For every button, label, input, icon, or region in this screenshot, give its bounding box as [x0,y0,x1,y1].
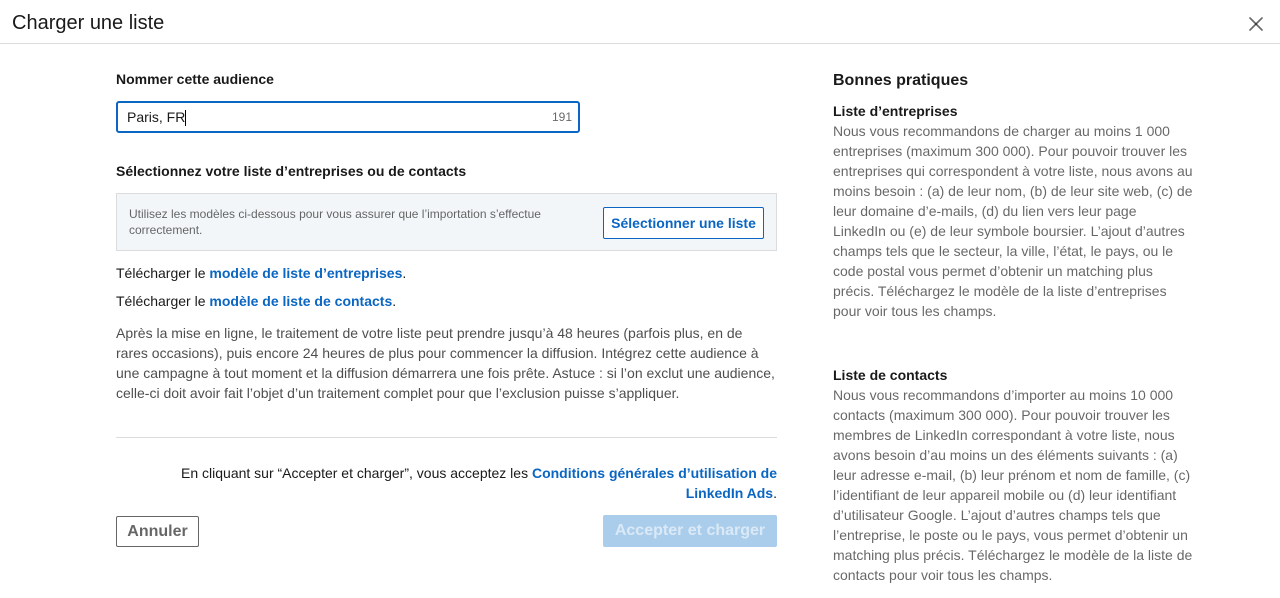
company-list-heading: Liste d’entreprises [833,103,958,119]
period: . [392,293,397,309]
audience-name-value: Paris, FR [127,109,186,125]
template-info-box [116,193,777,251]
modal-header [0,0,1280,44]
terms-prefix: En cliquant sur “Accepter et charger”, vous acceptez les [181,465,532,481]
text-caret [185,110,186,126]
divider [116,437,777,438]
accept-and-upload-button[interactable]: Accepter et charger [603,515,777,547]
company-list-text: Nous vous recommandons de charger au moins 1 000 entreprises (maximum 300 000). Pour pouvoir trouver les entreprises qui correspondent à votre liste, nous avons au moins besoin : (a) de leur nom, (b) de leur site web, (c) de leur domaine d’e-mails, (d) du lien vers leur page LinkedIn ou (e) de leur symbole boursier. L’ajout d’autres champs tels que le secteur, la ville, l’état, le pays, ou le code postal vous permet d’obtenir un matching plus précis. Téléchargez le modèle de la liste d’entreprises pour voir tous les champs. [833,123,1193,319]
modal-title: Charger une liste [12,12,165,34]
period: . [402,265,407,281]
template-info-text: Utilisez les modèles ci-dessous pour vous assurer que l’importation s’effectue correctement. [129,207,541,237]
best-practices-title: Bonnes pratiques [833,72,969,89]
download-prefix: Télécharger le [116,293,210,309]
terms-link[interactable]: Conditions générales d’utilisation de LinkedIn Ads [531,465,777,501]
download-prefix: Télécharger le [116,265,210,281]
audience-name-label: Nommer cette audience [116,71,274,87]
period: . [773,485,777,501]
close-button[interactable] [1244,12,1268,36]
audience-name-input[interactable] [127,103,527,131]
contact-list-section [833,365,1193,585]
close-icon [1244,12,1268,36]
best-practices-panel [833,44,1193,598]
contact-list-heading: Liste de contacts [833,367,948,383]
company-template-link[interactable]: modèle de liste d’entreprises [209,265,403,281]
audience-name-field[interactable] [116,101,580,133]
select-list-label: Sélectionnez votre liste d’entreprises ou de contacts [116,163,467,179]
download-company-template-line [116,263,406,283]
terms-notice [146,463,777,503]
contact-template-link[interactable]: modèle de liste de contacts [209,293,393,309]
download-contact-template-line [116,291,396,311]
contact-list-text: Nous vous recommandons d’importer au moins 10 000 contacts (maximum 300 000). Pour pouvoir trouver les membres de LinkedIn correspondant à votre liste, nous avons besoin d’au moins un des éléments suivants : (a) leur adresse e-mail, (b) leur prénom et nom de famille, (c) l’identifiant de leur appareil mobile ou (d) leur identifiant d’utilisateur Google. L’ajout d’autres champs tels que l’entreprise, le poste ou le pays, vous permet d’obtenir un matching plus précis. Téléchargez le modèle de la liste de contacts pour voir tous les champs. [833,387,1193,583]
char-counter: 191 [551,110,572,124]
cancel-button[interactable]: Annuler [116,516,199,547]
company-list-section [833,101,1193,321]
upload-form [116,44,778,598]
processing-note: Après la mise en ligne, le traitement de votre liste peut prendre jusqu’à 48 heures (parfois plus, en de rares occasions), puis encore 24 heures de plus pour commencer la diffusion. Intégrez cette audience à une campagne à tout moment et la diffusion démarrera une fois prête. Astuce : si l’on exclut une audience, celle-ci doit avoir fait l’objet d’un traitement complet pour que l’exclusion puisse s’appliquer. [116,325,775,401]
select-list-button[interactable]: Sélectionner une liste [603,207,764,239]
